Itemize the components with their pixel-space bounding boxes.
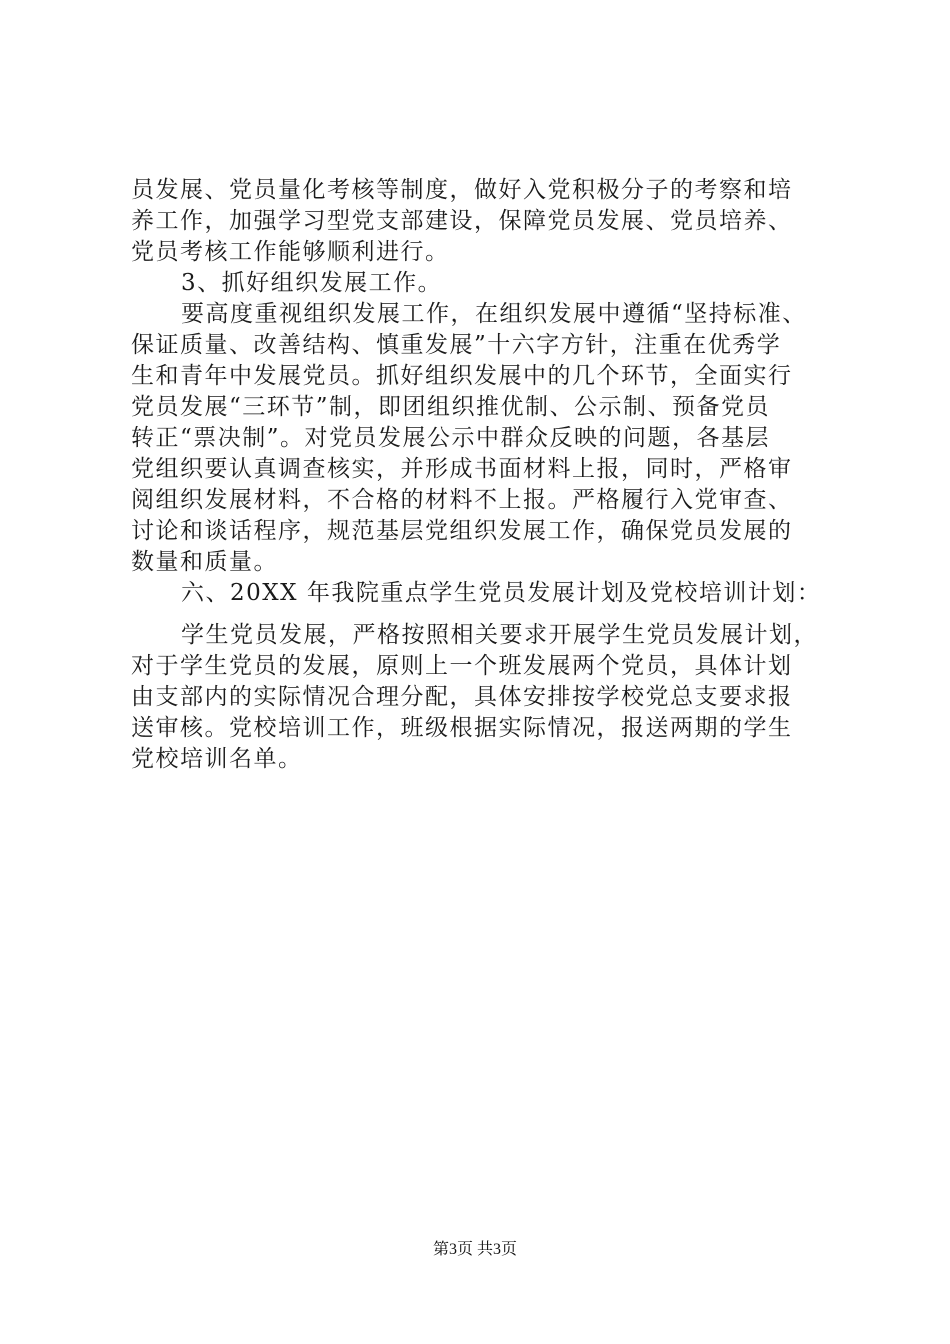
section-heading-6: 六、20XX 年我院重点学生党员发展计划及党校培训计划： <box>181 580 822 606</box>
text-line: 党校培训名单。 <box>131 746 303 772</box>
text-line: 生和青年中发展党员。抓好组织发展中的几个环节，全面实行 <box>131 363 793 389</box>
text-line: 党员考核工作能够顺利进行。 <box>131 239 450 265</box>
text-line: 要高度重视组织发展工作，在组织发展中遵循“坚持标准、 <box>181 301 807 327</box>
text-line: 学生党员发展，严格按照相关要求开展学生党员发展计划， <box>181 622 818 648</box>
page-number-footer: 第3页 共3页 <box>432 1241 517 1258</box>
body-section-1 <box>131 175 841 609</box>
text-line: 党员发展“三环节”制，即团组织推优制、公示制、预备党员 <box>131 394 771 420</box>
text-line: 转正“票决制”。对党员发展公示中群众反映的问题，各基层 <box>131 425 771 451</box>
section-heading-3: 3、抓好组织发展工作。 <box>181 270 443 296</box>
text-line: 讨论和谈话程序，规范基层党组织发展工作，确保党员发展的 <box>131 518 793 544</box>
text-line: 对于学生党员的发展，原则上一个班发展两个党员，具体计划 <box>131 653 793 679</box>
text-line: 阅组织发展材料，不合格的材料不上报。严格履行入党审查、 <box>131 487 793 513</box>
text-line: 保证质量、改善结构、慎重发展”十六字方针，注重在优秀学 <box>131 332 782 358</box>
text-line: 党组织要认真调查核实，并形成书面材料上报，同时，严格审 <box>131 456 793 482</box>
text-line: 由支部内的实际情况合理分配，具体安排按学校党总支要求报 <box>131 684 793 710</box>
text-line: 数量和质量。 <box>131 549 278 575</box>
text-line: 送审核。党校培训工作，班级根据实际情况，报送两期的学生 <box>131 715 793 741</box>
text-line: 员发展、党员量化考核等制度，做好入党积极分子的考察和培 <box>131 177 793 203</box>
body-section-2 <box>131 620 841 775</box>
text-line: 养工作，加强学习型党支部建设，保障党员发展、党员培养、 <box>131 208 793 234</box>
